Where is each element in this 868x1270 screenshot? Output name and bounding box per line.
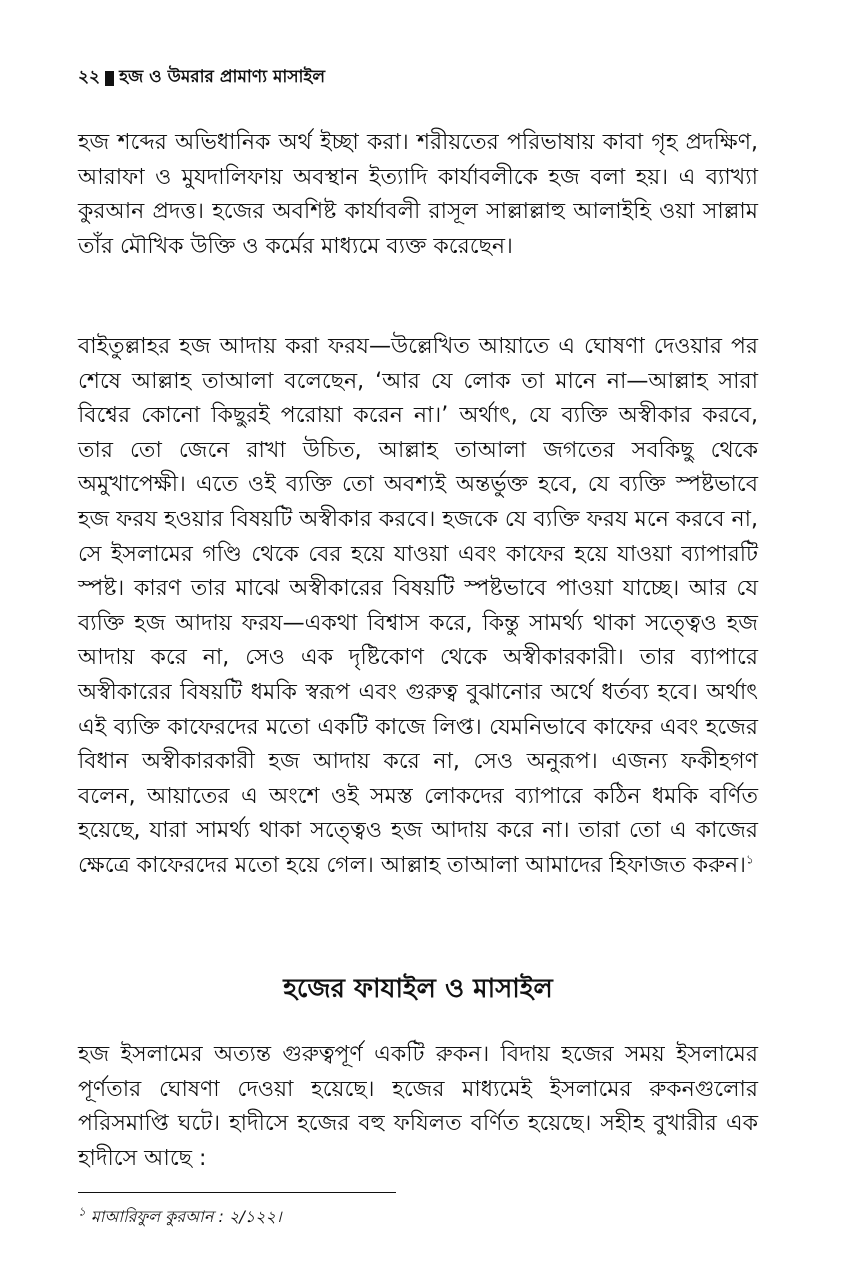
header-separator-square <box>105 71 114 86</box>
footnote-marker: ১ <box>78 1204 86 1219</box>
section-heading: হজের ফাযাইল ও মাসাইল <box>283 974 553 1004</box>
footnote <box>78 1204 282 1231</box>
paragraph-definition <box>78 126 758 264</box>
book-page <box>78 0 758 1270</box>
page-number: ২২ <box>78 67 101 87</box>
paragraph-obligation <box>78 330 758 884</box>
footnote-divider <box>78 1192 396 1193</box>
footnote-text: মাআরিফুল কুরআন : ২/১২২। <box>90 1207 282 1226</box>
paragraph-text: হজ ইসলামের অত্যন্ত গুরুত্বপূর্ণ একটি রুকন। বিদায় হজের সময় ইসলামের পূর্ণতার ঘোষণা দেওয়া হয়েছে। হজের মাধ্যমেই ইসলামের রুকনগুলোর পরিসমাপ্তি ঘটে। হাদীসে হজের বহু ফযিলত বর্ণিত হয়েছে। সহীহ বুখারীর এক হাদীসে আছে : <box>78 1042 758 1171</box>
paragraph-text: বাইতুল্লাহর হজ আদায় করা ফরয—উল্লেখিত আয়াতে এ ঘোষণা দেওয়ার পর শেষে আল্লাহ তাআলা বলেছেন, ‘আর যে লোক তা মানে না—আল্লাহ সারা বিশ্বের কোনো কিছুরই পরোয়া করেন না।’ অর্থাৎ, যে ব্যক্তি অস্বীকার করবে, তার তো জেনে রাখা উচিত, আল্লাহ তাআলা জগতের সবকিছু থেকে অমুখাপেক্ষী। এতে ওই ব্যক্তি তো অবশ্যই অন্তর্ভুক্ত হবে, যে ব্যক্তি স্পষ্টভাবে হজ ফরয হওয়ার বিষয়টি অস্বীকার করবে। হজকে যে ব্যক্তি ফরয মনে করবে না, সে ইসলামের গণ্ডি থেকে বের হয়ে যাওয়া এবং কাফের হয়ে যাওয়া ব্যাপারটি স্পষ্ট। কারণ তার মাঝে অস্বীকারের বিষয়টি স্পষ্টভাবে পাওয়া যাচ্ছে। আর যে ব্যক্তি হজ আদায় ফরয—একথা বিশ্বাস করে, কিন্তু সামর্থ্য থাকা সত্ত্বেও হজ আদায় করে না, সেও এক দৃষ্টিকোণ থেকে অস্বীকারকারী। তার ব্যাপারে অস্বীকারের বিষয়টি ধমকি স্বরূপ এবং গুরুত্ব বুঝানোর অর্থে ধর্তব্য হবে। অর্থাৎ এই ব্যক্তি কাফেরদের মতো একটি কাজে লিপ্ত। যেমনিভাবে কাফের এবং হজের বিধান অস্বীকারকারী হজ আদায় করে না, সেও অনুরূপ। এজন্য ফকীহগণ বলেন, আয়াতের এ অংশে ওই সমস্ত লোকদের ব্যাপারে কঠিন ধমকি বর্ণিত হয়েছে, যারা সামর্থ্য থাকা সত্ত্বেও হজ আদায় করে না। তারা তো এ কাজের ক্ষেত্রে কাফেরদের মতো হয়ে গেল। আল্লাহ তাআলা আমাদের হিফাজত করুন। <box>78 334 758 878</box>
book-title: হজ ও উমরার প্রামাণ্য মাসাইল <box>119 67 325 87</box>
paragraph-text: হজ শব্দের অভিধানিক অর্থ ইচ্ছা করা। শরীয়তের পরিভাষায় কাবা গৃহ প্রদক্ষিণ, আরাফা ও মুযদালিফায় অবস্থান ইত্যাদি কার্যাবলীকে হজ বলা হয়। এ ব্যাখ্যা কুরআন প্রদত্ত। হজের অবশিষ্ট কার্যাবলী রাসূল সাল্লাল্লাহু আলাইহি ওয়া সাল্লাম তাঁর মৌখিক উক্তি ও কর্মের মাধ্যমে ব্যক্ত করেছেন। <box>78 130 758 259</box>
paragraph-virtues <box>78 1038 758 1176</box>
running-header <box>78 64 325 92</box>
footnote-reference[interactable]: ১ <box>745 852 754 867</box>
